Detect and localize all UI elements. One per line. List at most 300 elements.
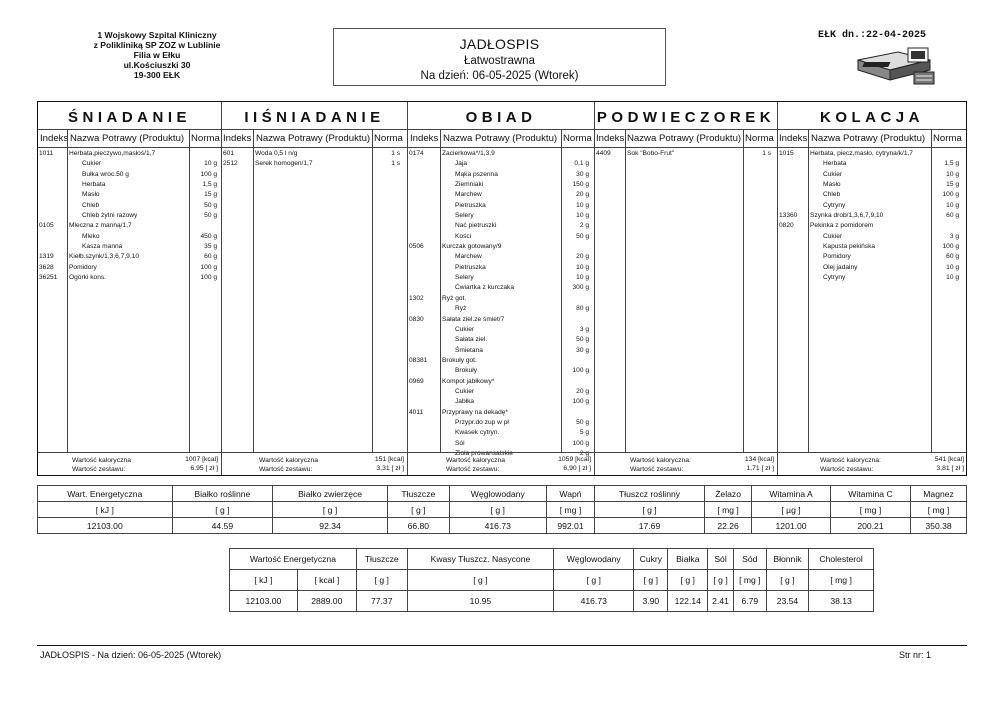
item-norm: 10 g bbox=[946, 201, 959, 209]
item-name: Pomidory bbox=[69, 263, 97, 271]
meal-summary bbox=[38, 452, 221, 475]
meal-item-row bbox=[408, 388, 594, 398]
item-name: Pomidory bbox=[823, 253, 851, 261]
item-name: Cukier bbox=[823, 170, 843, 178]
item-name: Selery bbox=[455, 212, 474, 220]
meal-item-row bbox=[408, 243, 594, 253]
meal-item-row bbox=[408, 160, 594, 170]
meal-item-row bbox=[38, 233, 221, 243]
meal-item-row bbox=[408, 429, 594, 439]
meal-item-row bbox=[38, 150, 221, 160]
item-index: 1302 bbox=[409, 294, 424, 302]
kcal-value: 541 [kcal] bbox=[934, 456, 964, 463]
meal-item-row bbox=[408, 357, 594, 367]
meal-item-row bbox=[38, 160, 221, 170]
nutrient-unit: [ mg ] bbox=[809, 570, 874, 591]
nutrient-header: Węglowodany bbox=[449, 486, 546, 502]
item-name: Herbata bbox=[823, 160, 847, 168]
meal-item-row bbox=[38, 191, 221, 201]
meal-item-row bbox=[408, 409, 594, 419]
item-name: Ćwiartka z kurczaka bbox=[455, 284, 514, 292]
meal-item-row bbox=[778, 243, 966, 253]
meal-item-row bbox=[408, 191, 594, 201]
meal-item-row bbox=[38, 222, 221, 232]
cost-label: Wartość zestawu: bbox=[72, 466, 126, 473]
item-norm: 100 g bbox=[200, 170, 217, 178]
item-name: Cukier bbox=[823, 232, 843, 240]
item-name: Sałata ziel. bbox=[455, 336, 488, 344]
item-index: 0506 bbox=[409, 243, 424, 251]
item-name: Marchew bbox=[455, 191, 482, 199]
item-norm: 2 g bbox=[579, 222, 589, 230]
nutrient-value: 92.34 bbox=[273, 518, 388, 534]
meal-item-row bbox=[778, 171, 966, 181]
nutrient-header: Tłuszcz roślinny bbox=[595, 486, 705, 502]
meal-item-row bbox=[38, 274, 221, 284]
column-headers bbox=[222, 130, 407, 148]
item-norm: 20 g bbox=[576, 387, 589, 395]
item-name: Bułka wroc.50 g bbox=[82, 170, 129, 178]
meal-item-row bbox=[408, 274, 594, 284]
kcal-value: 134 [kcal] bbox=[744, 456, 774, 463]
item-index: 0174 bbox=[409, 150, 424, 157]
nutrient-value: 12103.00 bbox=[38, 518, 173, 534]
hospital-line: ul.Kościuszki 30 bbox=[123, 60, 191, 70]
item-name: Olej jadalny bbox=[823, 263, 858, 271]
item-name: Kapusta pekińska bbox=[823, 243, 876, 251]
header-name: Nazwa Potrawy (Produktu) bbox=[811, 133, 926, 144]
item-name: Sól bbox=[455, 439, 465, 447]
meal-rows bbox=[778, 150, 966, 284]
column-headers bbox=[595, 130, 777, 148]
nutrient-value: 23.54 bbox=[766, 591, 808, 612]
kcal-label: Wartość kaloryczna bbox=[259, 457, 319, 464]
meal-column-lunch bbox=[408, 102, 595, 475]
nutrient-value: 17.69 bbox=[595, 518, 705, 534]
item-index: 601 bbox=[223, 150, 235, 157]
item-index: 36251 bbox=[39, 274, 58, 282]
nutrient-value: 6.79 bbox=[733, 591, 766, 612]
nutrient-header: Sól bbox=[708, 549, 734, 570]
header-norm: Norma bbox=[933, 133, 962, 144]
item-norm: 20 g bbox=[576, 191, 589, 199]
item-norm: 10 g bbox=[576, 263, 589, 271]
item-name: Zioła prowansalskie bbox=[455, 449, 513, 457]
item-name: Pietruszka bbox=[455, 263, 486, 271]
header-index: Indeks bbox=[40, 133, 69, 144]
menu-date: Na dzień: 06-05-2025 (Wtorek) bbox=[420, 70, 579, 82]
meal-item-row bbox=[408, 367, 594, 377]
item-norm: 1 s bbox=[762, 150, 771, 157]
meal-item-row bbox=[408, 212, 594, 222]
item-norm: 80 g bbox=[576, 305, 589, 313]
item-norm: 1,5 g bbox=[202, 181, 217, 189]
kcal-value: 151 [kcal] bbox=[374, 456, 404, 463]
item-norm: 1 s bbox=[391, 150, 400, 157]
item-norm: 10 g bbox=[576, 274, 589, 282]
item-norm: 100 g bbox=[200, 263, 217, 271]
item-norm: 15 g bbox=[946, 181, 959, 189]
item-norm: 10 g bbox=[204, 160, 217, 168]
item-index: 1011 bbox=[39, 150, 54, 157]
item-norm: 3 g bbox=[949, 232, 959, 240]
title-box bbox=[333, 28, 666, 86]
meal-item-row bbox=[778, 202, 966, 212]
meal-summary bbox=[408, 449, 594, 475]
item-index: 13360 bbox=[779, 212, 798, 220]
item-norm: 50 g bbox=[204, 212, 217, 220]
item-name: Jabłka bbox=[455, 398, 475, 406]
item-name: Cukier bbox=[455, 325, 475, 333]
item-index: 0105 bbox=[39, 222, 54, 230]
item-norm: 60 g bbox=[946, 253, 959, 261]
cost-value: 6,95 [ zł ] bbox=[190, 465, 218, 472]
meal-item-row bbox=[38, 181, 221, 191]
meal-item-row bbox=[408, 378, 594, 388]
nutrient-header: Wapń bbox=[546, 486, 594, 502]
hospital-line: z Polikliniką SP ZOZ w Lublinie bbox=[93, 40, 221, 50]
header-name: Nazwa Potrawy (Produktu) bbox=[70, 133, 185, 144]
item-norm: 10 g bbox=[946, 274, 959, 282]
nutrient-value: 350.38 bbox=[911, 518, 967, 534]
item-index: 2512 bbox=[223, 160, 238, 168]
nutrient-unit: [ mg ] bbox=[704, 502, 751, 518]
nutrient-header: Wart. Energetyczna bbox=[38, 486, 173, 502]
hospital-address bbox=[52, 30, 262, 80]
nutrient-value: 416.73 bbox=[554, 591, 634, 612]
nutrient-value: 416.73 bbox=[449, 518, 546, 534]
item-name: Nać pietruszki bbox=[455, 222, 497, 230]
header-norm: Norma bbox=[563, 133, 592, 144]
item-name: Szynka drob/1,3,6,7,9,10 bbox=[810, 212, 884, 220]
nutrient-header: Białka bbox=[668, 549, 708, 570]
cost-value: 3,81 [ zł ] bbox=[936, 465, 964, 472]
item-norm: 100 g bbox=[942, 191, 959, 199]
item-name: Chleb bbox=[82, 201, 100, 209]
item-norm: 60 g bbox=[946, 212, 959, 220]
meal-item-row bbox=[408, 222, 594, 232]
item-name: Selery bbox=[455, 274, 474, 282]
nutrient-unit: [ g ] bbox=[356, 570, 407, 591]
meal-title: OBIAD bbox=[408, 102, 594, 130]
item-name: Pietruszka bbox=[455, 201, 486, 209]
kcal-label: Wartość kaloryczna bbox=[446, 457, 506, 464]
meal-item-row bbox=[408, 440, 594, 450]
hospital-line: 1 Wojskowy Szpital Kliniczny bbox=[97, 30, 217, 40]
meal-item-row bbox=[222, 150, 407, 160]
meal-item-row bbox=[38, 202, 221, 212]
nutrient-unit: [ g ] bbox=[595, 502, 705, 518]
meal-item-row bbox=[408, 336, 594, 346]
nutrient-unit: [ mg ] bbox=[733, 570, 766, 591]
item-name: Ryż bbox=[455, 305, 467, 313]
item-name: Brokuły got. bbox=[442, 356, 477, 364]
meal-title: PODWIECZOREK bbox=[595, 102, 777, 130]
header-norm: Norma bbox=[745, 133, 774, 144]
item-index: 0820 bbox=[779, 222, 794, 230]
nutrient-header: Tłuszcze bbox=[388, 486, 450, 502]
item-norm: 0,1 g bbox=[574, 160, 589, 168]
meal-item-row bbox=[408, 171, 594, 181]
column-headers bbox=[778, 130, 966, 148]
nutrient-unit: [ g ] bbox=[172, 502, 273, 518]
nutrient-value: 200.21 bbox=[830, 518, 910, 534]
item-name: Przyprawy na dekadę* bbox=[442, 408, 508, 416]
nutrient-value: 2889.00 bbox=[297, 591, 356, 612]
nutrition-header-row bbox=[38, 486, 967, 502]
diet-name: Łatwostrawna bbox=[464, 55, 535, 67]
meal-item-row bbox=[408, 233, 594, 243]
meal-title: KOLACJA bbox=[778, 102, 966, 130]
meal-item-row bbox=[408, 253, 594, 263]
meal-column-dinner bbox=[778, 102, 966, 475]
cost-label: Wartość zestawu: bbox=[630, 466, 684, 473]
nutrient-value: 77.37 bbox=[356, 591, 407, 612]
meal-item-row bbox=[408, 295, 594, 305]
meal-item-row bbox=[38, 264, 221, 274]
cost-value: 3,31 [ zł ] bbox=[376, 465, 404, 472]
nutrient-value: 22.26 bbox=[704, 518, 751, 534]
meal-item-row bbox=[38, 171, 221, 181]
print-date: EŁK dn.:22-04-2025 bbox=[818, 30, 927, 41]
item-norm: 60 g bbox=[204, 253, 217, 261]
nutrient-header: Białko zwierzęce bbox=[273, 486, 388, 502]
item-norm: 300 g bbox=[572, 284, 589, 292]
item-index: 0969 bbox=[409, 377, 424, 385]
nutrition-table-primary bbox=[37, 485, 967, 534]
item-index: 4011 bbox=[409, 408, 424, 416]
nutrient-header: Węglowodany bbox=[554, 549, 634, 570]
nutrient-unit: [ g ] bbox=[668, 570, 708, 591]
nutrient-value: 44.59 bbox=[172, 518, 273, 534]
meal-item-row bbox=[408, 347, 594, 357]
nutrient-value: 122.14 bbox=[668, 591, 708, 612]
cost-value: 6,90 [ zł ] bbox=[563, 465, 591, 472]
meal-item-row bbox=[778, 191, 966, 201]
meal-item-row bbox=[38, 243, 221, 253]
kcal-label: Wartość kaloryczna: bbox=[630, 457, 691, 464]
meal-item-row bbox=[778, 264, 966, 274]
item-norm: 1,5 g bbox=[944, 160, 959, 168]
kcal-value: 1007 [kcal] bbox=[185, 456, 218, 463]
meal-rows bbox=[222, 150, 407, 171]
nutrient-unit: [ g ] bbox=[273, 502, 388, 518]
nutrient-header: Wartość Energetyczna bbox=[230, 549, 357, 570]
item-name: Brokuły bbox=[455, 367, 477, 375]
header-index: Indeks bbox=[779, 133, 808, 144]
item-norm: 3 g bbox=[579, 325, 589, 333]
header-index: Indeks bbox=[410, 133, 439, 144]
item-name: Ogórki kons. bbox=[69, 274, 107, 282]
meal-item-row bbox=[778, 212, 966, 222]
meal-title: ŚNIADANIE bbox=[38, 102, 221, 130]
kcal-value: 1059 [kcal] bbox=[558, 456, 591, 463]
item-name: Chleb żytni razowy bbox=[82, 212, 138, 220]
item-name: Pekinka z pomidorem bbox=[810, 222, 874, 230]
meal-column-breakfast bbox=[38, 102, 222, 475]
meal-summary bbox=[778, 452, 966, 475]
nutrition-table-secondary bbox=[229, 548, 874, 612]
item-index: 4409 bbox=[596, 150, 611, 157]
meal-summary bbox=[222, 452, 407, 475]
item-norm: 10 g bbox=[946, 170, 959, 178]
nutrition-unit-row bbox=[230, 570, 874, 591]
page-number: Str nr: 1 bbox=[899, 650, 932, 660]
item-name: Masło bbox=[823, 181, 841, 189]
meal-item-row bbox=[778, 222, 966, 232]
item-name: Kości bbox=[455, 232, 472, 240]
nutrient-unit: [ mg ] bbox=[830, 502, 910, 518]
footer-title: JADŁOSPIS - Na dzień: 06-05-2025 (Wtorek) bbox=[40, 650, 222, 660]
nutrient-unit: [ kJ ] bbox=[38, 502, 173, 518]
item-norm: 30 g bbox=[576, 170, 589, 178]
kcal-label: Wartość kaloryczna bbox=[72, 457, 132, 464]
nutrient-value: 12103.00 bbox=[230, 591, 298, 612]
nutrient-unit: [ mg ] bbox=[911, 502, 967, 518]
nutrient-header: Żelazo bbox=[704, 486, 751, 502]
nutrient-header: Sód bbox=[733, 549, 766, 570]
item-name: Mleko bbox=[82, 232, 100, 240]
item-name: Herbata, piecz,masło, cytryna/k/1,7 bbox=[810, 150, 913, 157]
item-norm: 2 g bbox=[579, 449, 589, 457]
item-name: Cukier bbox=[455, 387, 475, 395]
nutrient-unit: [ g ] bbox=[708, 570, 734, 591]
nutrient-header: Białko roślinne bbox=[172, 486, 273, 502]
nutrient-header: Tłuszcze bbox=[356, 549, 407, 570]
nutrient-value: 992.01 bbox=[546, 518, 594, 534]
nutrient-header: Witamina C bbox=[830, 486, 910, 502]
item-name: Przypr.do zup w pł bbox=[455, 418, 509, 426]
nutrient-unit: [ g ] bbox=[766, 570, 808, 591]
item-name: Śmietana bbox=[455, 346, 483, 354]
item-norm: 20 g bbox=[576, 253, 589, 261]
nutrient-unit: [ g ] bbox=[634, 570, 668, 591]
meal-column-second-breakfast bbox=[222, 102, 408, 475]
item-name: Kiełb.szynk/1,3,6,7,9,10 bbox=[69, 253, 140, 261]
header-index: Indeks bbox=[223, 133, 252, 144]
meal-item-row bbox=[408, 150, 594, 160]
meal-item-row bbox=[408, 398, 594, 408]
meal-item-row bbox=[408, 284, 594, 294]
item-norm: 50 g bbox=[576, 232, 589, 240]
nutrient-unit: [ g ] bbox=[407, 570, 554, 591]
item-name: Cytryny bbox=[823, 201, 846, 209]
footer-divider bbox=[37, 645, 967, 646]
item-name: Herbata bbox=[82, 181, 106, 189]
item-name: Cukier bbox=[82, 160, 102, 168]
nutrient-header: Witamina A bbox=[752, 486, 831, 502]
item-index: 0830 bbox=[409, 315, 424, 323]
meal-menu-table bbox=[37, 101, 967, 476]
item-index: 08381 bbox=[409, 356, 428, 364]
meal-item-row bbox=[38, 253, 221, 263]
item-norm: 10 g bbox=[576, 212, 589, 220]
header-name: Nazwa Potrawy (Produktu) bbox=[627, 133, 742, 144]
cost-label: Wartość zestawu: bbox=[820, 466, 874, 473]
header-name: Nazwa Potrawy (Produktu) bbox=[256, 133, 371, 144]
meal-item-row bbox=[408, 326, 594, 336]
item-name: Jaja bbox=[455, 160, 468, 168]
item-name: Ryż got. bbox=[442, 294, 467, 302]
item-norm: 35 g bbox=[204, 243, 217, 251]
nutrient-header: Błonnik bbox=[766, 549, 808, 570]
nutrient-value: 38.13 bbox=[809, 591, 874, 612]
item-name: Kwasek cytryn. bbox=[455, 429, 500, 437]
meal-column-afternoon-snack bbox=[595, 102, 778, 475]
nutrient-value: 1201.00 bbox=[752, 518, 831, 534]
item-norm: 100 g bbox=[942, 243, 959, 251]
header-norm: Norma bbox=[191, 133, 220, 144]
item-norm: 100 g bbox=[200, 274, 217, 282]
item-name: Kompot jabłkowy* bbox=[442, 377, 495, 385]
meal-item-row bbox=[408, 316, 594, 326]
meal-item-row bbox=[778, 253, 966, 263]
nutrient-value: 66.80 bbox=[388, 518, 450, 534]
column-headers bbox=[38, 130, 221, 148]
meal-item-row bbox=[595, 150, 777, 160]
item-norm: 50 g bbox=[576, 336, 589, 344]
nutrient-unit: [ g ] bbox=[388, 502, 450, 518]
item-norm: 100 g bbox=[572, 367, 589, 375]
item-name: Chleb bbox=[823, 191, 841, 199]
nutrient-header: Cukry bbox=[634, 549, 668, 570]
item-name: Serek homogen/1,7 bbox=[255, 160, 313, 168]
header-norm: Norma bbox=[374, 133, 403, 144]
item-norm: 30 g bbox=[576, 346, 589, 354]
item-norm: 150 g bbox=[572, 181, 589, 189]
kcal-label: Wartość kaloryczna: bbox=[820, 457, 881, 464]
item-name: Zacierkowa*/1,3,9 bbox=[442, 150, 495, 157]
hospital-line: 19-300 EŁK bbox=[133, 70, 181, 80]
item-name: Masło bbox=[82, 191, 100, 199]
nutrient-value: 2.41 bbox=[708, 591, 734, 612]
item-name: Ziemniaki bbox=[455, 181, 484, 189]
item-norm: 10 g bbox=[946, 263, 959, 271]
meal-item-row bbox=[38, 212, 221, 222]
item-name: Kurczak gotowany/9 bbox=[442, 243, 502, 251]
nutrient-unit: [ g ] bbox=[449, 502, 546, 518]
nutrient-unit: [ g ] bbox=[554, 570, 634, 591]
column-headers bbox=[408, 130, 594, 148]
meal-item-row bbox=[408, 181, 594, 191]
meal-item-row bbox=[778, 274, 966, 284]
item-norm: 100 g bbox=[572, 439, 589, 447]
meal-item-row bbox=[778, 181, 966, 191]
item-norm: 100 g bbox=[572, 398, 589, 406]
meal-summary bbox=[595, 452, 777, 475]
meal-rows bbox=[408, 150, 594, 460]
item-index: 3628 bbox=[39, 263, 54, 271]
item-name: Marchew bbox=[455, 253, 482, 261]
item-norm: 15 g bbox=[204, 191, 217, 199]
item-name: Mleczna z manną/1,7 bbox=[69, 222, 132, 230]
item-name: Woda 0,5 l n/g bbox=[255, 150, 298, 157]
nutrient-header: Kwasy Tłuszcz. Nasycone bbox=[407, 549, 554, 570]
item-norm: 5 g bbox=[579, 429, 589, 437]
nutrient-unit: [ kcal ] bbox=[297, 570, 356, 591]
page-title: JADŁOSPIS bbox=[459, 36, 540, 52]
meal-item-row bbox=[778, 150, 966, 160]
nutrient-header: Cholesterol bbox=[809, 549, 874, 570]
meal-item-row bbox=[408, 202, 594, 212]
nutrition-header-row bbox=[230, 549, 874, 570]
nutrition-value-row bbox=[38, 518, 967, 534]
item-norm: 50 g bbox=[576, 418, 589, 426]
item-name: Sok "Bobo-Frut" bbox=[627, 150, 675, 157]
meal-item-row bbox=[222, 160, 407, 170]
nutrient-value: 10.95 bbox=[407, 591, 554, 612]
item-index: 1319 bbox=[39, 253, 54, 261]
